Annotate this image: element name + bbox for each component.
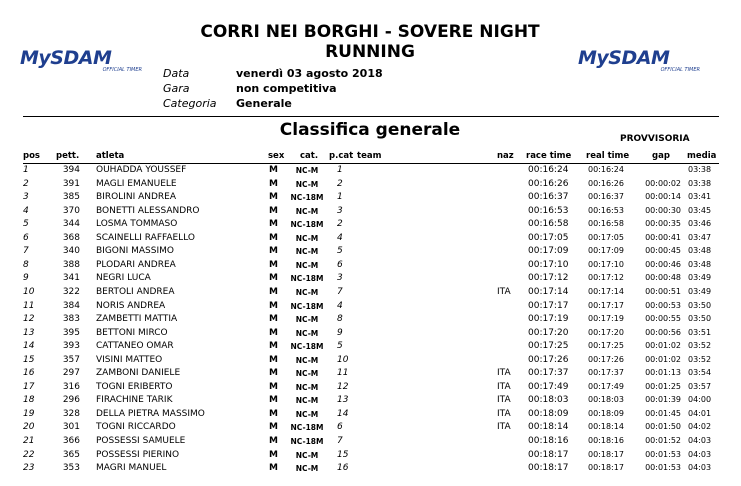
row-category-place: 5	[337, 246, 343, 257]
row-category: NC-M	[295, 396, 319, 406]
row-real-time: 00:16:53	[588, 205, 624, 215]
logo-text: MySDAM	[578, 47, 670, 69]
table-row	[0, 273, 741, 287]
row-real-time: 00:17:25	[588, 341, 624, 351]
col-header-pett: pett.	[56, 151, 80, 161]
table-row	[0, 450, 741, 464]
row-athlete: DELLA PIETRA MASSIMO	[96, 408, 205, 419]
col-header-media: media	[687, 151, 717, 161]
row-sex: M	[269, 463, 278, 474]
row-athlete: POSSESSI SAMUELE	[96, 436, 186, 446]
row-nation: ITA	[497, 395, 511, 406]
row-pos: 11	[23, 300, 35, 311]
row-pos: 15	[23, 354, 35, 365]
row-real-time: 00:16:37	[588, 192, 624, 202]
row-category: NC-M	[295, 369, 319, 379]
row-category: NC-18M	[290, 301, 324, 311]
row-race-time: 00:17:26	[528, 354, 569, 365]
row-sex: M	[269, 273, 278, 284]
row-category-place: 4	[337, 300, 343, 311]
row-bib: 393	[62, 341, 80, 352]
col-header-naz: naz	[497, 151, 514, 161]
row-gap: 00:00:35	[645, 219, 681, 229]
row-sex: M	[269, 192, 278, 203]
row-gap: 00:00:53	[645, 300, 681, 310]
row-gap: 00:01:25	[645, 381, 681, 391]
row-athlete: ZAMBONI DANIELE	[96, 368, 181, 379]
row-gap: 00:00:30	[645, 205, 681, 215]
row-bib: 341	[62, 273, 80, 284]
row-real-time: 00:18:17	[588, 463, 624, 473]
row-athlete: POSSESSI PIERINO	[96, 449, 180, 460]
table-row	[0, 260, 741, 274]
row-sex: M	[269, 408, 278, 419]
meta-label-gara: Gara	[163, 82, 190, 95]
row-pos: 5	[23, 219, 29, 230]
row-bib: 395	[62, 327, 80, 338]
row-gap: 00:00:46	[645, 259, 681, 269]
row-pace: 03:49	[688, 286, 712, 296]
logo-tagline: OFFICIAL TIMER	[660, 67, 700, 73]
row-category-place: 5	[337, 341, 343, 352]
table-row	[0, 219, 741, 233]
row-gap: 00:01:50	[645, 422, 681, 432]
row-pace: 03:45	[688, 205, 712, 215]
row-bib: 340	[62, 246, 80, 257]
meta-label-data: Data	[163, 67, 190, 80]
row-race-time: 00:17:12	[528, 273, 569, 284]
row-pos: 12	[23, 314, 35, 325]
row-bib: 357	[62, 354, 80, 365]
row-race-time: 00:17:37	[528, 368, 569, 379]
table-row	[0, 368, 741, 382]
col-header-atleta: atleta	[96, 151, 125, 161]
row-sex: M	[269, 341, 278, 352]
row-gap: 00:00:55	[645, 314, 681, 324]
row-pace: 04:03	[688, 449, 712, 459]
row-real-time: 00:17:05	[588, 232, 624, 242]
row-bib: 368	[62, 232, 80, 243]
mysdam-logo-left	[20, 47, 152, 77]
row-category-place: 9	[337, 327, 343, 338]
row-bib: 388	[62, 259, 80, 270]
status-label: PROVVISORIA	[620, 134, 690, 144]
row-real-time: 00:17:09	[588, 246, 624, 256]
row-category: NC-M	[295, 247, 319, 257]
row-pace: 03:48	[688, 246, 712, 256]
row-bib: 328	[62, 408, 80, 419]
row-bib: 301	[62, 422, 80, 433]
row-pos: 14	[23, 341, 35, 352]
row-gap: 00:00:48	[645, 273, 681, 283]
row-real-time: 00:17:26	[588, 354, 624, 364]
table-row	[0, 395, 741, 409]
row-bib: 370	[62, 205, 80, 216]
row-category-place: 3	[337, 205, 343, 216]
row-athlete: MAGRI MANUEL	[96, 463, 167, 474]
row-pos: 23	[23, 463, 35, 474]
row-pos: 7	[23, 246, 29, 257]
row-race-time: 00:16:58	[528, 219, 569, 230]
row-pos: 17	[23, 381, 35, 392]
row-gap: 00:00:51	[645, 286, 681, 296]
row-pos: 8	[23, 259, 29, 270]
row-sex: M	[269, 246, 278, 257]
row-pos: 10	[23, 286, 35, 297]
row-gap: 00:01:53	[645, 463, 681, 473]
row-sex: M	[269, 314, 278, 325]
row-category: NC-M	[295, 287, 319, 297]
logo-tagline: OFFICIAL TIMER	[102, 67, 142, 73]
row-race-time: 00:18:17	[528, 449, 569, 460]
row-athlete: MAGLI EMANUELE	[96, 178, 177, 189]
row-category: NC-M	[295, 328, 319, 338]
row-athlete: TOGNI RICCARDO	[96, 422, 176, 433]
row-athlete: SCAINELLI RAFFAELLO	[96, 232, 195, 243]
col-header-real-time: real time	[586, 151, 630, 161]
row-gap: 00:00:45	[645, 246, 681, 256]
row-race-time: 00:16:37	[528, 192, 569, 203]
row-race-time: 00:17:20	[528, 327, 569, 338]
row-pos: 22	[23, 449, 35, 460]
row-category: NC-18M	[290, 193, 324, 203]
row-bib: 391	[62, 178, 80, 189]
row-athlete: BONETTI ALESSANDRO	[96, 205, 200, 216]
row-gap: 00:01:53	[645, 449, 681, 459]
row-category-place: 2	[337, 219, 343, 230]
mysdam-logo-right	[578, 47, 710, 77]
row-category-place: 10	[337, 354, 349, 365]
row-bib: 366	[62, 436, 80, 446]
row-category-place: 1	[337, 192, 343, 203]
row-sex: M	[269, 436, 278, 446]
row-gap: 00:01:45	[645, 408, 681, 418]
row-pace: 03:54	[688, 368, 712, 378]
row-real-time: 00:18:14	[588, 422, 624, 432]
row-race-time: 00:17:14	[528, 286, 569, 297]
row-sex: M	[269, 286, 278, 297]
row-category: NC-18M	[290, 342, 324, 352]
row-pos: 21	[23, 436, 35, 446]
row-pace: 03:47	[688, 232, 712, 242]
row-category: NC-M	[295, 166, 319, 175]
table-row	[0, 409, 741, 423]
row-real-time: 00:17:10	[588, 259, 624, 269]
row-pos: 18	[23, 395, 35, 406]
row-race-time: 00:16:24	[528, 165, 569, 175]
row-category: NC-M	[295, 260, 319, 270]
row-category-place: 1	[337, 165, 343, 175]
table-row	[0, 355, 741, 369]
row-category: NC-M	[295, 233, 319, 243]
row-gap: 00:01:02	[645, 354, 681, 364]
row-bib: 383	[62, 314, 80, 325]
col-header-cat: cat.	[300, 151, 319, 161]
row-pos: 6	[23, 232, 29, 243]
row-bib: 365	[62, 449, 80, 460]
row-category-place: 11	[337, 368, 349, 379]
row-race-time: 00:17:09	[528, 246, 569, 257]
meta-value-gara: non competitiva	[236, 82, 337, 95]
row-category-place: 7	[337, 286, 343, 297]
row-bib: 322	[62, 286, 80, 297]
table-row	[0, 301, 741, 315]
col-header-pos: pos	[23, 151, 40, 161]
row-pos: 9	[23, 273, 29, 284]
row-pace: 04:01	[688, 408, 712, 418]
row-category: NC-M	[295, 206, 319, 216]
row-bib: 344	[62, 219, 80, 230]
row-pos: 1	[23, 165, 29, 175]
row-pace: 03:46	[688, 219, 712, 229]
col-header-pcat: p.cat	[329, 151, 354, 161]
row-category-place: 4	[337, 232, 343, 243]
row-pace: 04:00	[688, 395, 712, 405]
row-pace: 03:49	[688, 273, 712, 283]
row-race-time: 00:18:17	[528, 463, 569, 474]
meta-value-categoria: Generale	[236, 97, 292, 110]
row-pos: 20	[23, 422, 35, 433]
col-header-sex: sex	[268, 151, 285, 161]
table-row	[0, 246, 741, 260]
table-row	[0, 382, 741, 396]
page-subtitle: Classifica generale	[279, 120, 461, 140]
row-category-place: 15	[337, 449, 349, 460]
row-gap: 00:01:39	[645, 395, 681, 405]
row-pos: 13	[23, 327, 35, 338]
row-real-time: 00:16:26	[588, 178, 624, 188]
row-gap: 00:00:41	[645, 232, 681, 242]
row-athlete: TOGNI ERIBERTO	[96, 381, 173, 392]
meta-label-categoria: Categoria	[163, 97, 217, 110]
row-pace: 04:02	[688, 422, 712, 432]
row-race-time: 00:17:49	[528, 381, 569, 392]
row-category-place: 6	[337, 259, 343, 270]
row-sex: M	[269, 368, 278, 379]
table-row	[0, 233, 741, 247]
row-bib: 296	[62, 395, 80, 406]
row-sex: M	[269, 232, 278, 243]
row-athlete: PLODARI ANDREA	[96, 259, 176, 270]
row-bib: 353	[62, 463, 80, 474]
row-category: NC-18M	[290, 220, 324, 230]
row-real-time: 00:16:58	[588, 219, 624, 229]
row-nation: ITA	[497, 422, 511, 433]
table-row	[0, 463, 741, 477]
row-real-time: 00:17:20	[588, 327, 624, 337]
col-header-gap: gap	[652, 151, 670, 161]
row-bib: 297	[62, 368, 80, 379]
row-category: NC-M	[295, 355, 319, 365]
row-pace: 03:38	[688, 178, 712, 188]
row-pos: 2	[23, 178, 29, 189]
header-rule	[23, 116, 719, 117]
table-row	[0, 314, 741, 328]
row-category: NC-M	[295, 382, 319, 392]
col-header-team: team	[357, 151, 382, 161]
row-pace: 04:03	[688, 463, 712, 473]
row-gap: 00:01:13	[645, 368, 681, 378]
row-sex: M	[269, 259, 278, 270]
row-real-time: 00:17:14	[588, 286, 624, 296]
row-race-time: 00:18:09	[528, 408, 569, 419]
row-bib: 316	[62, 381, 80, 392]
row-real-time: 00:17:12	[588, 273, 624, 283]
row-category: NC-18M	[290, 437, 324, 446]
row-pace: 03:57	[688, 381, 712, 391]
row-pace: 03:50	[688, 314, 712, 324]
row-category: NC-M	[295, 179, 319, 189]
row-sex: M	[269, 422, 278, 433]
row-sex: M	[269, 449, 278, 460]
row-gap: 00:00:02	[645, 178, 681, 188]
row-sex: M	[269, 395, 278, 406]
row-sex: M	[269, 354, 278, 365]
table-row	[0, 192, 741, 206]
row-pace: 03:41	[688, 192, 712, 202]
logo-text: MySDAM	[20, 47, 112, 69]
row-category-place: 13	[337, 395, 349, 406]
row-real-time: 00:17:49	[588, 381, 624, 391]
col-header-race-time: race time	[526, 151, 572, 161]
row-athlete: VISINI MATTEO	[96, 354, 163, 365]
row-category: NC-18M	[290, 423, 324, 433]
row-race-time: 00:17:10	[528, 259, 569, 270]
row-real-time: 00:17:37	[588, 368, 624, 378]
row-nation: ITA	[497, 408, 511, 419]
row-athlete: BERTOLI ANDREA	[96, 286, 175, 297]
row-category: NC-M	[295, 464, 319, 474]
row-race-time: 00:17:25	[528, 341, 569, 352]
row-sex: M	[269, 205, 278, 216]
meta-value-data: venerdì 03 agosto 2018	[236, 67, 383, 80]
row-athlete: BETTONI MIRCO	[96, 327, 168, 338]
row-bib: 384	[62, 300, 80, 311]
table-row	[0, 165, 741, 179]
row-sex: M	[269, 178, 278, 189]
row-nation: ITA	[497, 368, 511, 379]
row-category-place: 16	[337, 463, 349, 474]
row-sex: M	[269, 165, 278, 175]
table-row	[0, 436, 741, 450]
row-category-place: 3	[337, 273, 343, 284]
row-real-time: 00:17:19	[588, 314, 624, 324]
row-race-time: 00:18:14	[528, 422, 569, 433]
row-race-time: 00:17:17	[528, 300, 569, 311]
row-race-time: 00:17:05	[528, 232, 569, 243]
row-gap: 00:00:56	[645, 327, 681, 337]
row-pos: 19	[23, 408, 35, 419]
table-row	[0, 328, 741, 342]
row-real-time: 00:18:17	[588, 449, 624, 459]
row-category: NC-M	[295, 409, 319, 419]
row-pos: 4	[23, 205, 29, 216]
row-pace: 03:48	[688, 259, 712, 269]
row-real-time: 00:18:09	[588, 408, 624, 418]
row-pos: 3	[23, 192, 29, 203]
row-athlete: NEGRI LUCA	[96, 273, 151, 284]
row-pace: 03:51	[688, 327, 712, 337]
row-category-place: 7	[337, 436, 343, 446]
row-nation: ITA	[497, 286, 511, 297]
row-real-time: 00:18:03	[588, 395, 624, 405]
table-row	[0, 206, 741, 220]
row-athlete: ZAMBETTI MATTIA	[96, 314, 178, 325]
row-athlete: OUHADDA YOUSSEF	[96, 165, 187, 175]
row-sex: M	[269, 300, 278, 311]
event-title-line2: RUNNING	[325, 42, 415, 62]
row-gap: 00:00:14	[645, 192, 681, 202]
row-pace: 03:38	[688, 165, 712, 174]
row-athlete: NORIS ANDREA	[96, 300, 166, 311]
row-category: NC-M	[295, 315, 319, 325]
row-athlete: CATTANEO OMAR	[96, 341, 174, 352]
row-category-place: 2	[337, 178, 343, 189]
row-sex: M	[269, 327, 278, 338]
row-bib: 385	[62, 192, 80, 203]
row-athlete: BIGONI MASSIMO	[96, 246, 174, 257]
table-row	[0, 341, 741, 355]
row-category-place: 12	[337, 381, 349, 392]
row-race-time: 00:18:16	[528, 436, 569, 446]
event-title-line1: CORRI NEI BORGHI - SOVERE NIGHT	[200, 22, 540, 42]
row-sex: M	[269, 219, 278, 230]
row-bib: 394	[62, 165, 80, 175]
row-category: NC-18M	[290, 274, 324, 284]
row-gap: 00:01:52	[645, 436, 681, 445]
row-nation: ITA	[497, 381, 511, 392]
row-race-time: 00:16:53	[528, 205, 569, 216]
row-pace: 03:52	[688, 354, 712, 364]
row-category: NC-M	[295, 450, 319, 460]
row-athlete: LOSMA TOMMASO	[96, 219, 178, 230]
table-header-rule	[23, 163, 719, 164]
table-row	[0, 179, 741, 193]
event-title	[170, 22, 570, 62]
row-pace: 03:52	[688, 341, 712, 351]
table-row	[0, 422, 741, 436]
row-category-place: 8	[337, 314, 343, 325]
row-gap: 00:01:02	[645, 341, 681, 351]
row-pos: 16	[23, 368, 35, 379]
row-category-place: 14	[337, 408, 349, 419]
row-pace: 03:50	[688, 300, 712, 310]
row-race-time: 00:17:19	[528, 314, 569, 325]
row-pace: 04:03	[688, 436, 712, 445]
row-race-time: 00:18:03	[528, 395, 569, 406]
row-category-place: 6	[337, 422, 343, 433]
row-real-time: 00:16:24	[588, 165, 624, 174]
table-row	[0, 287, 741, 301]
row-race-time: 00:16:26	[528, 178, 569, 189]
row-athlete: BIROLINI ANDREA	[96, 192, 176, 203]
row-real-time: 00:18:16	[588, 436, 624, 445]
row-athlete: FIRACHINE TARIK	[96, 395, 173, 406]
row-real-time: 00:17:17	[588, 300, 624, 310]
row-sex: M	[269, 381, 278, 392]
